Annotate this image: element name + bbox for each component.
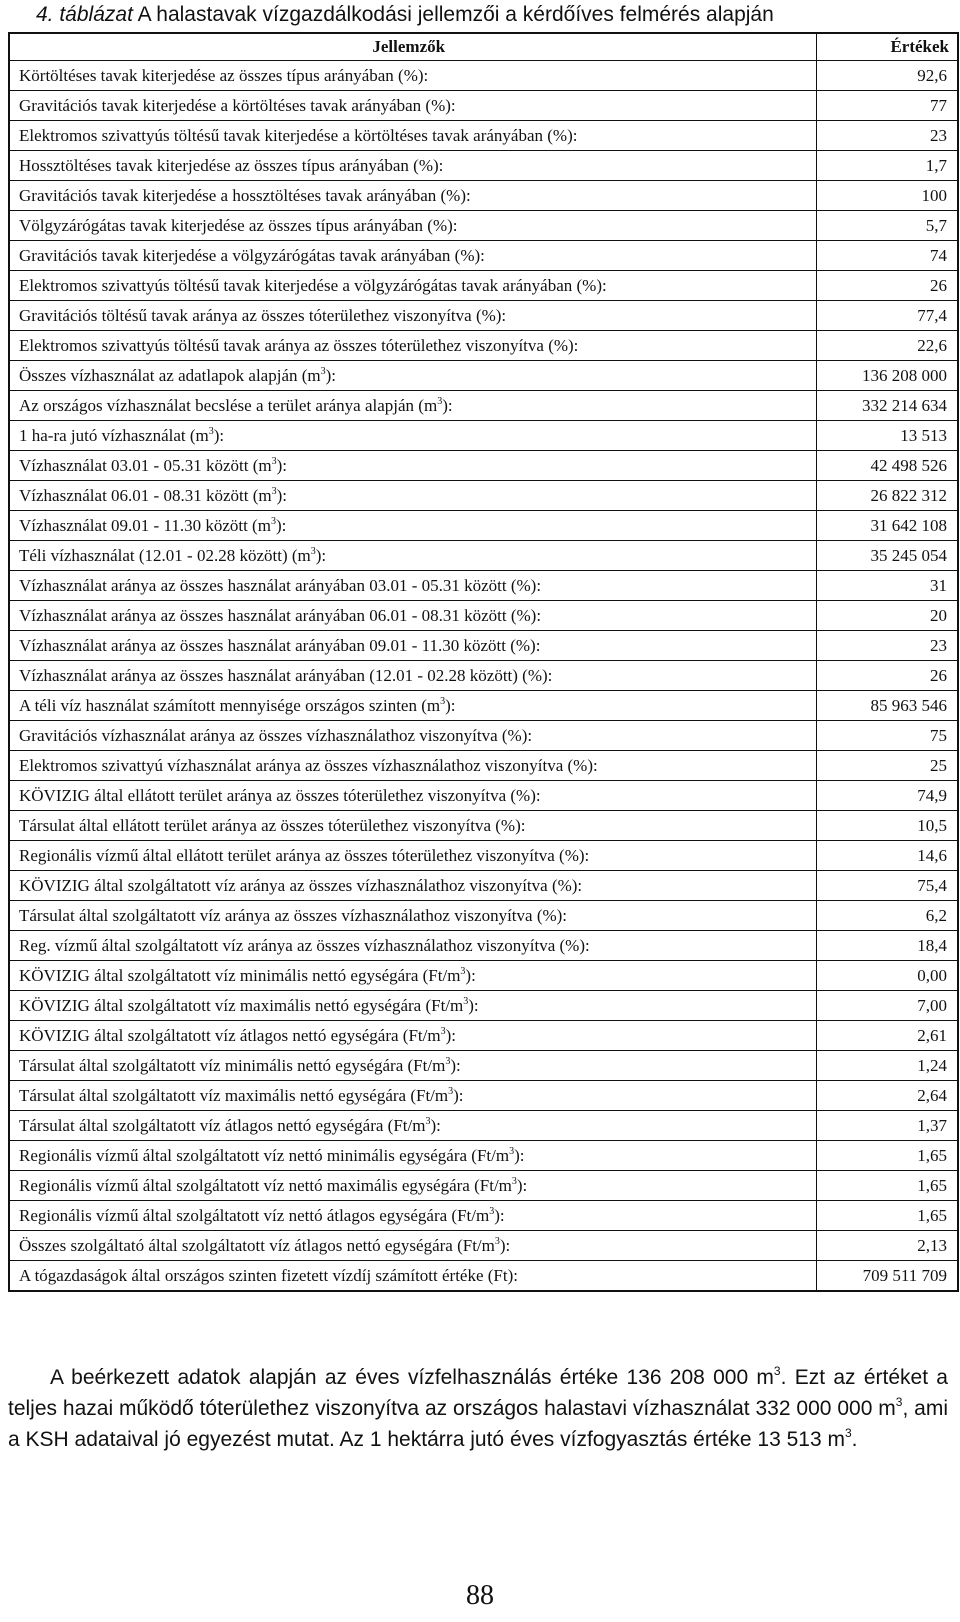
row-value: 100 [816, 181, 957, 211]
table-row [10, 91, 957, 121]
superscript: 3 [489, 1205, 495, 1217]
table-body [10, 61, 957, 1291]
superscript: 3 [440, 695, 446, 707]
row-label-text: Gravitációs tavak kiterjedése a körtöltéses tavak arányában (%): [19, 95, 456, 115]
row-label [10, 1111, 816, 1141]
table-row [10, 271, 957, 301]
row-label-text: A téli víz használat számított mennyisége országos szinten (m [19, 695, 441, 715]
table-row [10, 481, 957, 511]
row-label [10, 1201, 816, 1231]
row-label [10, 1141, 816, 1171]
row-label-tail: ): [275, 515, 287, 535]
row-label-tail: ): [468, 995, 479, 1015]
superscript: 3 [895, 1395, 903, 1409]
row-label-tail: ): [499, 1235, 511, 1255]
table-row [10, 1141, 957, 1171]
column-header-characteristics: Jellemzők [10, 34, 816, 61]
row-value: 332 214 634 [816, 391, 957, 421]
row-label [10, 931, 816, 961]
table-row [10, 1051, 957, 1081]
row-label [10, 331, 816, 361]
table-row [10, 1171, 957, 1201]
row-label-tail: ): [276, 455, 287, 475]
row-value: 31 642 108 [816, 511, 957, 541]
row-label [10, 61, 816, 91]
table-caption [36, 0, 936, 32]
paragraph-text: . Ezt az értéket a teljes hazai működő tóterülethez viszonyítva az országos halastavi vízhasználat 332 000 000 m [8, 1366, 948, 1420]
row-label-text: A tógazdaságok által országos szinten fizetett vízdíj számított értéke (Ft): [19, 1265, 518, 1285]
row-label-tail: ): [450, 1055, 461, 1075]
row-label-text: Összes szolgáltató által szolgáltatott víz átlagos nettó egységára (Ft/m [19, 1235, 495, 1255]
row-label-text: Társulat által szolgáltatott víz átlagos nettó egységára (Ft/m [19, 1115, 426, 1135]
table-row [10, 1021, 957, 1051]
row-label-text: Társulat által szolgáltatott víz minimális nettó egységára (Ft/m [19, 1055, 446, 1075]
row-value: 1,37 [816, 1111, 957, 1141]
table-row [10, 781, 957, 811]
row-value: 25 [816, 751, 957, 781]
row-label-text: Gravitációs vízhasználat aránya az összes vízhasználathoz viszonyítva (%): [19, 725, 533, 745]
table-row [10, 811, 957, 841]
row-label [10, 631, 816, 661]
row-label-tail: ): [445, 1025, 456, 1045]
superscript: 3 [425, 1115, 431, 1127]
row-value: 0,00 [816, 961, 957, 991]
row-label-text: Hossztöltéses tavak kiterjedése az összes típus arányában (%): [19, 155, 444, 175]
table-row [10, 241, 957, 271]
row-label-text: Elektromos szivattyús töltésű tavak kiterjedése a völgyzárógátas tavak arányában (%): [19, 275, 607, 295]
row-label [10, 181, 816, 211]
table-row [10, 751, 957, 781]
row-value: 85 963 546 [816, 691, 957, 721]
row-value: 1,65 [816, 1171, 957, 1201]
row-value: 14,6 [816, 841, 957, 871]
row-value: 18,4 [816, 931, 957, 961]
row-label [10, 211, 816, 241]
superscript: 3 [844, 1426, 852, 1440]
row-value: 23 [816, 121, 957, 151]
table-header-row [10, 34, 957, 61]
table-row [10, 1201, 957, 1231]
row-value: 26 [816, 661, 957, 691]
superscript: 3 [208, 425, 214, 437]
superscript: 3 [448, 1085, 454, 1097]
row-label-tail: ): [325, 365, 337, 385]
table-row [10, 661, 957, 691]
row-label-text: Elektromos szivattyús töltésű tavak aránya az összes tóterülethez viszonyítva (%): [19, 335, 579, 355]
row-value: 92,6 [816, 61, 957, 91]
row-label [10, 781, 816, 811]
row-value: 23 [816, 631, 957, 661]
row-value: 13 513 [816, 421, 957, 451]
row-label [10, 1081, 816, 1111]
row-value: 22,6 [816, 331, 957, 361]
superscript: 3 [270, 515, 276, 527]
superscript: 3 [437, 395, 443, 407]
row-label [10, 481, 816, 511]
row-label-text: Vízhasználat 06.01 - 08.31 között (m [19, 485, 272, 505]
row-label [10, 871, 816, 901]
superscript: 3 [310, 545, 316, 557]
row-label [10, 961, 816, 991]
row-value: 75,4 [816, 871, 957, 901]
table-row [10, 931, 957, 961]
table-row [10, 1111, 957, 1141]
row-label [10, 901, 816, 931]
row-label-text: Társulat által ellátott terület aránya az összes tóterülethez viszonyítva (%): [19, 815, 526, 835]
table-row [10, 901, 957, 931]
row-label-text: Vízhasználat 09.01 - 11.30 között (m [19, 515, 271, 535]
superscript: 3 [440, 1025, 446, 1037]
row-label [10, 1171, 816, 1201]
row-label-text: Gravitációs tavak kiterjedése a hossztöltéses tavak arányában (%): [19, 185, 471, 205]
superscript: 3 [463, 995, 469, 1007]
table-row [10, 421, 957, 451]
row-label-tail: ): [465, 965, 476, 985]
row-label [10, 721, 816, 751]
row-label-text: Regionális vízmű által szolgáltatott víz nettó minimális egységára (Ft/m [19, 1145, 510, 1165]
row-value: 35 245 054 [816, 541, 957, 571]
row-value: 709 511 709 [816, 1261, 957, 1291]
row-value: 42 498 526 [816, 451, 957, 481]
row-label [10, 1261, 816, 1291]
table-row [10, 211, 957, 241]
row-value: 6,2 [816, 901, 957, 931]
row-label [10, 451, 816, 481]
row-label-text: Reg. vízmű által szolgáltatott víz aránya az összes vízhasználathoz viszonyítva (%): [19, 935, 590, 955]
row-label-tail: ): [442, 395, 453, 415]
paragraph-text: A beérkezett adatok alapján az éves vízfelhasználás értéke 136 208 000 m [50, 1366, 774, 1389]
paragraph-text: , ami a KSH adataival jó egyezést mutat. Az 1 hektárra jutó éves vízfogyasztás értéke 13 513 m [8, 1397, 948, 1451]
row-label-text: Társulat által szolgáltatott víz aránya az összes vízhasználathoz viszonyítva (%): [19, 905, 568, 925]
row-label-text: Vízhasználat aránya az összes használat arányában 03.01 - 05.31 között (%): [19, 575, 542, 595]
table-row [10, 601, 957, 631]
row-label [10, 751, 816, 781]
table-row [10, 181, 957, 211]
table-row [10, 961, 957, 991]
row-label-tail: ): [514, 1145, 525, 1165]
row-label-text: 1 ha-ra jutó vízhasználat (m [19, 425, 209, 445]
superscript: 3 [271, 485, 277, 497]
row-label-text: Vízhasználat 03.01 - 05.31 között (m [19, 455, 272, 475]
row-value: 77 [816, 91, 957, 121]
row-label [10, 541, 816, 571]
table-row [10, 451, 957, 481]
row-label-tail: ): [315, 545, 327, 565]
row-label [10, 121, 816, 151]
row-label-tail: ): [494, 1205, 505, 1225]
table-row [10, 61, 957, 91]
row-label-text: Elektromos szivattyús töltésű tavak kiterjedése a körtöltéses tavak arányában (%): [19, 125, 578, 145]
row-value: 2,13 [816, 1231, 957, 1261]
table-row [10, 721, 957, 751]
row-label-text: KÖVIZIG által szolgáltatott víz maximális nettó egységára (Ft/m [19, 995, 464, 1015]
row-label-text: Téli vízhasználat (12.01 - 02.28 között) (m [19, 545, 311, 565]
row-label-text: Regionális vízmű által szolgáltatott víz nettó maximális egységára (Ft/m [19, 1175, 512, 1195]
row-label [10, 811, 816, 841]
row-label [10, 661, 816, 691]
row-label-tail: ): [276, 485, 287, 505]
row-value: 26 [816, 271, 957, 301]
superscript: 3 [460, 965, 466, 977]
row-label-text: Vízhasználat aránya az összes használat arányában 09.01 - 11.30 között (%): [19, 635, 541, 655]
row-label-tail: ): [445, 695, 456, 715]
row-label-text: Vízhasználat aránya az összes használat arányában 06.01 - 08.31 között (%): [19, 605, 542, 625]
body-paragraph [8, 1362, 948, 1455]
row-label-text: KÖVIZIG által szolgáltatott víz aránya az összes vízhasználathoz viszonyítva (%): [19, 875, 583, 895]
superscript: 3 [320, 365, 326, 377]
row-value: 2,64 [816, 1081, 957, 1111]
row-label [10, 301, 816, 331]
row-label [10, 271, 816, 301]
row-value: 74,9 [816, 781, 957, 811]
row-label-text: Körtöltéses tavak kiterjedése az összes típus arányában (%): [19, 65, 429, 85]
row-label-text: Összes vízhasználat az adatlapok alapján (m [19, 365, 321, 385]
table-row [10, 541, 957, 571]
row-label [10, 1021, 816, 1051]
table-row [10, 871, 957, 901]
row-label-tail: ): [430, 1115, 441, 1135]
row-label-text: Vízhasználat aránya az összes használat arányában (12.01 - 02.28 között) (%): [19, 665, 553, 685]
row-value: 7,00 [816, 991, 957, 1021]
table-row [10, 151, 957, 181]
table-caption-title: A halastavak vízgazdálkodási jellemzői a kérdőíves felmérés alapján [137, 3, 774, 26]
row-label-text: Az országos vízhasználat becslése a terület aránya alapján (m [19, 395, 438, 415]
water-management-table [8, 32, 959, 1292]
superscript: 3 [271, 455, 277, 467]
row-value: 20 [816, 601, 957, 631]
row-value: 10,5 [816, 811, 957, 841]
table-row [10, 121, 957, 151]
table-row [10, 331, 957, 361]
row-label [10, 691, 816, 721]
table-row [10, 1231, 957, 1261]
table-row [10, 841, 957, 871]
paragraph-text: . [851, 1428, 858, 1451]
table-row [10, 391, 957, 421]
page-number: 88 [466, 1580, 494, 1611]
row-value: 1,65 [816, 1141, 957, 1171]
row-label-text: Regionális vízmű által szolgáltatott víz nettó átlagos egységára (Ft/m [19, 1205, 490, 1225]
row-label [10, 361, 816, 391]
table-row [10, 511, 957, 541]
row-value: 1,65 [816, 1201, 957, 1231]
row-value: 31 [816, 571, 957, 601]
row-label-tail: ): [453, 1085, 464, 1105]
table-row [10, 361, 957, 391]
table-row [10, 301, 957, 331]
superscript: 3 [511, 1175, 517, 1187]
row-label-text: KÖVIZIG által szolgáltatott víz átlagos nettó egységára (Ft/m [19, 1025, 441, 1045]
row-label-text: Gravitációs tavak kiterjedése a völgyzárógátas tavak arányában (%): [19, 245, 485, 265]
row-label-tail: ): [213, 425, 225, 445]
row-value: 77,4 [816, 301, 957, 331]
row-label-text: Elektromos szivattyú vízhasználat aránya az összes vízhasználathoz viszonyítva (%): [19, 755, 598, 775]
row-label-text: KÖVIZIG által ellátott terület aránya az összes tóterülethez viszonyítva (%): [19, 785, 541, 805]
row-label [10, 1051, 816, 1081]
table-row [10, 631, 957, 661]
row-label-tail: ): [516, 1175, 528, 1195]
table-row [10, 991, 957, 1021]
superscript: 3 [773, 1364, 781, 1378]
table-row [10, 1081, 957, 1111]
row-value: 26 822 312 [816, 481, 957, 511]
row-label [10, 241, 816, 271]
row-value: 1,7 [816, 151, 957, 181]
table-caption-number: 4. táblázat [36, 3, 133, 26]
row-label [10, 991, 816, 1021]
row-label-text: KÖVIZIG által szolgáltatott víz minimális nettó egységára (Ft/m [19, 965, 461, 985]
row-value: 74 [816, 241, 957, 271]
superscript: 3 [445, 1055, 451, 1067]
table-row [10, 691, 957, 721]
row-label [10, 511, 816, 541]
row-value: 5,7 [816, 211, 957, 241]
row-label [10, 1231, 816, 1261]
row-label [10, 391, 816, 421]
row-label [10, 91, 816, 121]
row-label-text: Völgyzárógátas tavak kiterjedése az összes típus arányában (%): [19, 215, 458, 235]
row-label-text: Regionális vízmű által ellátott terület aránya az összes tóterülethez viszonyítva (%): [19, 845, 590, 865]
row-label [10, 601, 816, 631]
table-row [10, 571, 957, 601]
table-row [10, 1261, 957, 1291]
row-label [10, 151, 816, 181]
row-label [10, 421, 816, 451]
row-label-text: Társulat által szolgáltatott víz maximális nettó egységára (Ft/m [19, 1085, 449, 1105]
row-label [10, 571, 816, 601]
column-header-values: Értékek [816, 34, 957, 61]
row-value: 1,24 [816, 1051, 957, 1081]
row-value: 136 208 000 [816, 361, 957, 391]
row-label-text: Gravitációs töltésű tavak aránya az összes tóterülethez viszonyítva (%): [19, 305, 507, 325]
row-value: 75 [816, 721, 957, 751]
row-label [10, 841, 816, 871]
superscript: 3 [509, 1145, 515, 1157]
superscript: 3 [494, 1235, 500, 1247]
row-value: 2,61 [816, 1021, 957, 1051]
